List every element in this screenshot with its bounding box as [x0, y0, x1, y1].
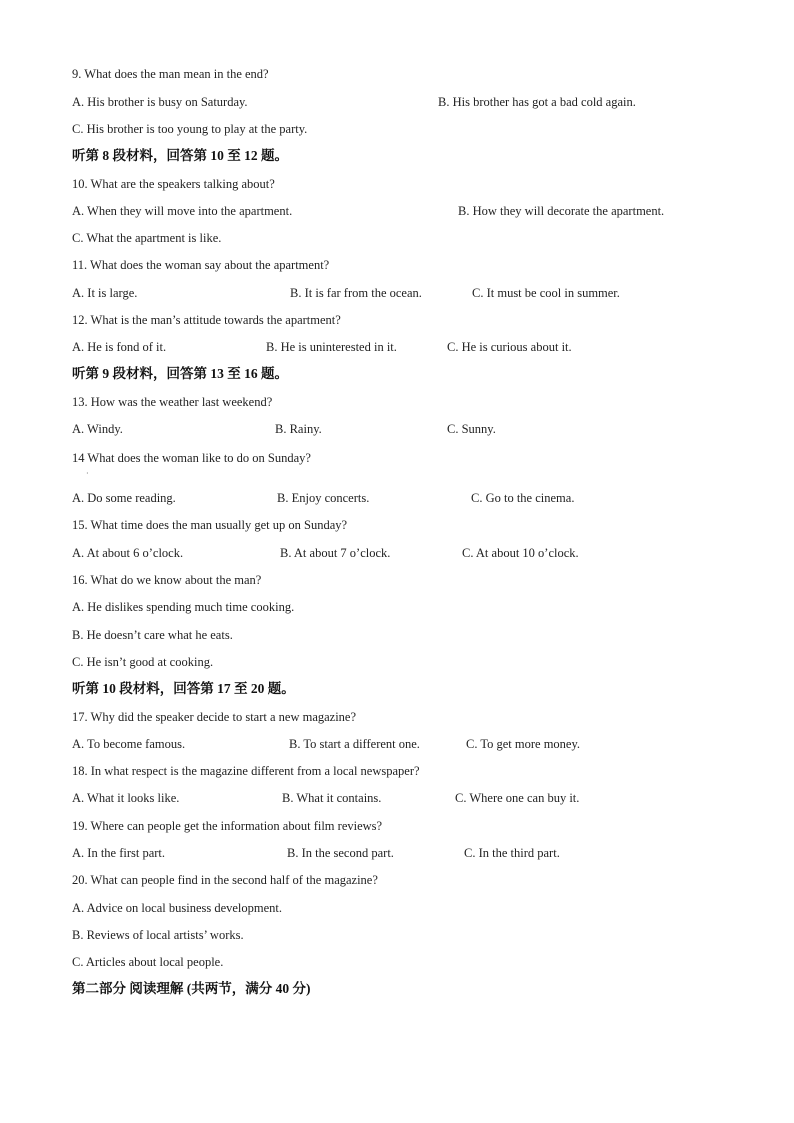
section-heading-10: 听第 10 段材料，回答第 17 至 20 题。	[72, 681, 295, 696]
option-12a: A. He is fond of it.	[72, 340, 167, 354]
option-10c: C. What the apartment is like.	[72, 231, 222, 245]
option-14b: B. Enjoy concerts.	[277, 491, 370, 505]
stray-mark: ·	[86, 469, 89, 478]
option-14c: C. Go to the cinema.	[471, 491, 575, 505]
option-9b: B. His brother has got a bad cold again.	[438, 95, 636, 109]
option-20a: A. Advice on local business development.	[72, 901, 283, 915]
question-19: 19. Where can people get the information about film reviews?	[72, 819, 383, 833]
question-13: 13. How was the weather last weekend?	[72, 395, 273, 409]
section-heading-9: 听第 9 段材料，回答第 13 至 16 题。	[72, 366, 288, 381]
option-10b: B. How they will decorate the apartment.	[458, 204, 665, 218]
option-16c: C. He isn’t good at cooking.	[72, 655, 214, 669]
option-20b: B. Reviews of local artists’ works.	[72, 928, 244, 942]
question-17: 17. Why did the speaker decide to start a new magazine?	[72, 710, 357, 724]
option-13c: C. Sunny.	[447, 422, 496, 436]
question-20: 20. What can people find in the second half of the magazine?	[72, 873, 378, 887]
question-18: 18. In what respect is the magazine different from a local newspaper?	[72, 764, 420, 778]
question-9: 9. What does the man mean in the end?	[72, 67, 269, 81]
option-9a: A. His brother is busy on Saturday.	[72, 95, 248, 109]
question-15: 15. What time does the man usually get up on Sunday?	[72, 518, 348, 532]
option-17a: A. To become famous.	[72, 737, 186, 751]
option-15a: A. At about 6 o’clock.	[72, 546, 184, 560]
option-17c: C. To get more money.	[466, 737, 581, 751]
option-14a: A. Do some reading.	[72, 491, 176, 505]
option-11a: A. It is large.	[72, 286, 138, 300]
option-16a: A. He dislikes spending much time cooking.	[72, 600, 295, 614]
option-11b: B. It is far from the ocean.	[290, 286, 422, 300]
option-19a: A. In the first part.	[72, 846, 166, 860]
option-9c: C. His brother is too young to play at the party.	[72, 122, 308, 136]
option-12b: B. He is uninterested in it.	[266, 340, 397, 354]
option-10a: A. When they will move into the apartment.	[72, 204, 293, 218]
option-15c: C. At about 10 o’clock.	[462, 546, 579, 560]
question-14: 14 What does the woman like to do on Sunday?	[72, 451, 311, 465]
option-11c: C. It must be cool in summer.	[472, 286, 620, 300]
part-two-heading: 第二部分 阅读理解 (共两节，满分 40 分)	[72, 981, 311, 996]
option-20c: C. Articles about local people.	[72, 955, 224, 969]
question-16: 16. What do we know about the man?	[72, 573, 262, 587]
section-heading-8: 听第 8 段材料，回答第 10 至 12 题。	[72, 148, 288, 163]
option-19c: C. In the third part.	[464, 846, 560, 860]
option-19b: B. In the second part.	[287, 846, 394, 860]
question-12: 12. What is the man’s attitude towards the apartment?	[72, 313, 341, 327]
option-18c: C. Where one can buy it.	[455, 791, 580, 805]
option-12c: C. He is curious about it.	[447, 340, 572, 354]
option-13a: A. Windy.	[72, 422, 123, 436]
option-16b: B. He doesn’t care what he eats.	[72, 628, 233, 642]
option-18a: A. What it looks like.	[72, 791, 180, 805]
question-11: 11. What does the woman say about the apartment?	[72, 258, 330, 272]
question-10: 10. What are the speakers talking about?	[72, 177, 275, 191]
option-13b: B. Rainy.	[275, 422, 322, 436]
option-15b: B. At about 7 o’clock.	[280, 546, 391, 560]
option-18b: B. What it contains.	[282, 791, 382, 805]
option-17b: B. To start a different one.	[289, 737, 420, 751]
